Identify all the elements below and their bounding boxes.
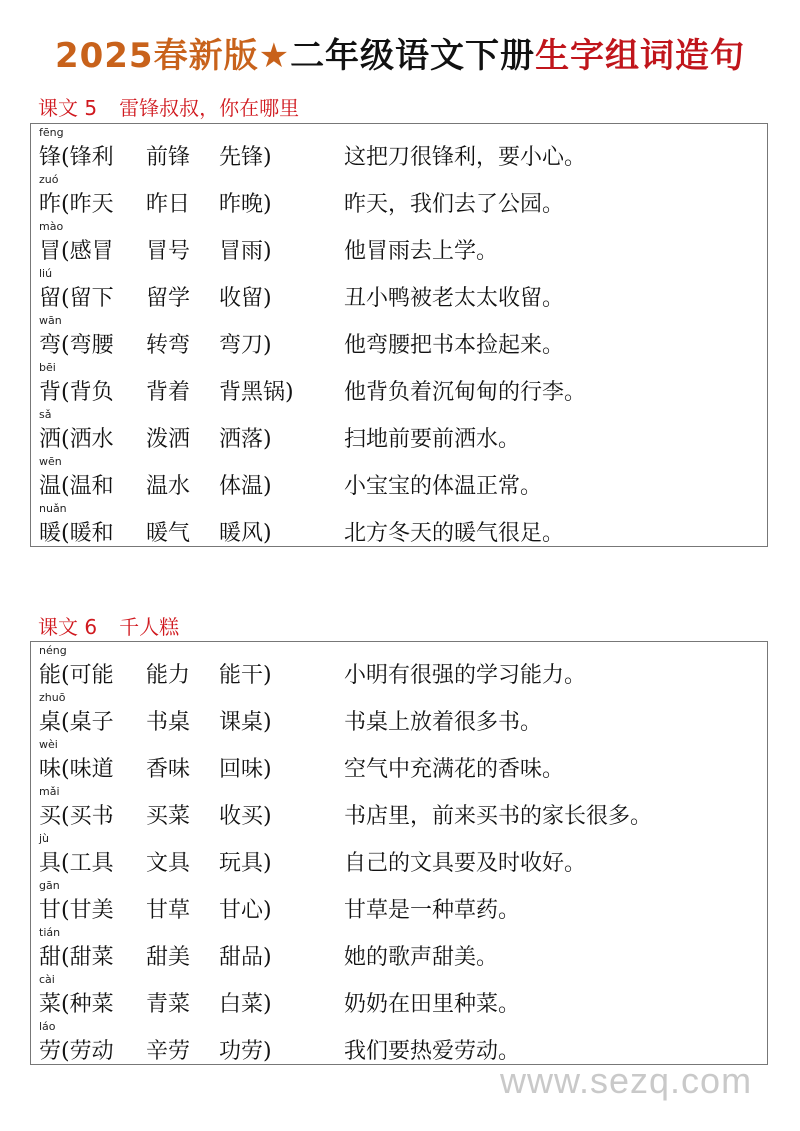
word-1: (工具 <box>61 851 114 876</box>
word-1: (洒水 <box>61 427 114 452</box>
example-sentence: 北方冬天的暖气很足。 <box>344 521 565 546</box>
vocab-entry <box>31 785 767 831</box>
word-1: (温和 <box>61 474 114 499</box>
word-1: (昨天 <box>61 192 114 217</box>
word-2: 辛劳 <box>146 1039 191 1064</box>
word-2: 前锋 <box>146 145 191 170</box>
word-2: 昨日 <box>146 192 191 217</box>
pinyin: zhuō <box>39 691 66 704</box>
pinyin: wēn <box>39 455 62 468</box>
vocab-entry <box>31 502 767 548</box>
word-3: 甘心) <box>219 898 272 923</box>
vocab-entry <box>31 926 767 972</box>
word-3: 回味) <box>219 757 272 782</box>
lesson-heading <box>38 92 299 121</box>
character: 味 <box>39 757 62 782</box>
character: 菜 <box>39 992 62 1017</box>
pinyin: mào <box>39 220 64 233</box>
character: 背 <box>39 380 62 405</box>
pinyin: gān <box>39 879 60 892</box>
example-sentence: 他背负着沉甸甸的行李。 <box>344 380 587 405</box>
lesson-name: 千人糕 <box>119 615 180 639</box>
word-3: 先锋) <box>219 145 272 170</box>
word-1: (暖和 <box>61 521 114 546</box>
word-3: 收买) <box>219 804 272 829</box>
vocab-entry <box>31 126 767 172</box>
word-1: (感冒 <box>61 239 114 264</box>
word-3: 玩具) <box>219 851 272 876</box>
example-sentence: 书店里，前来买书的家长很多。 <box>344 804 653 829</box>
word-2: 泼洒 <box>146 427 191 452</box>
example-sentence: 他冒雨去上学。 <box>344 239 499 264</box>
vocab-entry <box>31 220 767 266</box>
vocab-entry <box>31 644 767 690</box>
word-3: 能干) <box>219 663 272 688</box>
lesson-name: 雷锋叔叔，你在哪里 <box>119 96 300 120</box>
lesson-table <box>30 641 768 1065</box>
word-3: 洒落) <box>219 427 272 452</box>
word-2: 转弯 <box>146 333 191 358</box>
word-2: 文具 <box>146 851 191 876</box>
title-topic: 生字组词造句 <box>535 36 746 76</box>
vocab-entry <box>31 455 767 501</box>
pinyin: wèi <box>39 738 58 751</box>
vocab-entry <box>31 879 767 925</box>
example-sentence: 小宝宝的体温正常。 <box>344 474 543 499</box>
pinyin: néng <box>39 644 67 657</box>
example-sentence: 丑小鸭被老太太收留。 <box>344 286 565 311</box>
pinyin: tián <box>39 926 61 939</box>
word-2: 背着 <box>146 380 191 405</box>
title-edition: 春新版★ <box>153 36 291 76</box>
word-1: (甜菜 <box>61 945 114 970</box>
word-1: (留下 <box>61 286 114 311</box>
word-1: (弯腰 <box>61 333 114 358</box>
pinyin: nuǎn <box>39 502 67 515</box>
character: 能 <box>39 663 62 688</box>
word-2: 青菜 <box>146 992 191 1017</box>
word-3: 甜品) <box>219 945 272 970</box>
word-1: (锋利 <box>61 145 114 170</box>
word-3: 白菜) <box>219 992 272 1017</box>
pinyin: liú <box>39 267 53 280</box>
word-2: 甜美 <box>146 945 191 970</box>
vocab-entry <box>31 973 767 1019</box>
lesson-label: 课文 5 <box>38 96 98 120</box>
character: 桌 <box>39 710 62 735</box>
vocab-entry <box>31 267 767 313</box>
word-1: (可能 <box>61 663 114 688</box>
word-3: 体温) <box>219 474 272 499</box>
character: 暖 <box>39 521 62 546</box>
word-2: 香味 <box>146 757 191 782</box>
word-3: 暖风) <box>219 521 272 546</box>
example-sentence: 昨天，我们去了公园。 <box>344 192 565 217</box>
example-sentence: 奶奶在田里种菜。 <box>344 992 521 1017</box>
word-2: 甘草 <box>146 898 191 923</box>
character: 温 <box>39 474 62 499</box>
word-3: 课桌) <box>219 710 272 735</box>
word-3: 收留) <box>219 286 272 311</box>
word-1: (劳动 <box>61 1039 114 1064</box>
vocab-entry <box>31 361 767 407</box>
character: 弯 <box>39 333 62 358</box>
example-sentence: 我们要热爱劳动。 <box>344 1039 521 1064</box>
example-sentence: 她的歌声甜美。 <box>344 945 499 970</box>
word-3: 功劳) <box>219 1039 272 1064</box>
word-3: 弯刀) <box>219 333 272 358</box>
pinyin: zuó <box>39 173 59 186</box>
watermark: www.sezq.com <box>500 1060 753 1101</box>
example-sentence: 书桌上放着很多书。 <box>344 710 543 735</box>
word-1: (味道 <box>61 757 114 782</box>
character: 昨 <box>39 192 62 217</box>
word-2: 温水 <box>146 474 191 499</box>
example-sentence: 空气中充满花的香味。 <box>344 757 565 782</box>
character: 买 <box>39 804 62 829</box>
character: 劳 <box>39 1039 62 1064</box>
word-2: 能力 <box>146 663 191 688</box>
word-3: 昨晚) <box>219 192 272 217</box>
example-sentence: 自己的文具要及时收好。 <box>344 851 587 876</box>
vocab-entry <box>31 173 767 219</box>
pinyin: fēng <box>39 126 64 139</box>
vocab-entry <box>31 408 767 454</box>
character: 甘 <box>39 898 62 923</box>
word-1: (种菜 <box>61 992 114 1017</box>
word-2: 买菜 <box>146 804 191 829</box>
example-sentence: 甘草是一种草药。 <box>344 898 521 923</box>
character: 留 <box>39 286 62 311</box>
vocab-entry <box>31 832 767 878</box>
character: 锋 <box>39 145 62 170</box>
word-2: 留学 <box>146 286 191 311</box>
pinyin: sǎ <box>39 408 52 421</box>
pinyin: mǎi <box>39 785 60 798</box>
lesson-label: 课文 6 <box>38 615 98 639</box>
example-sentence: 小明有很强的学习能力。 <box>344 663 587 688</box>
example-sentence: 他弯腰把书本捡起来。 <box>344 333 565 358</box>
character: 洒 <box>39 427 62 452</box>
vocab-entry <box>31 691 767 737</box>
word-1: (背负 <box>61 380 114 405</box>
pinyin: láo <box>39 1020 56 1033</box>
character: 具 <box>39 851 62 876</box>
character: 冒 <box>39 239 62 264</box>
word-2: 书桌 <box>146 710 191 735</box>
example-sentence: 扫地前要前洒水。 <box>344 427 521 452</box>
pinyin: jù <box>39 832 50 845</box>
word-2: 冒号 <box>146 239 191 264</box>
title-grade: 二年级语文下册 <box>290 36 536 76</box>
lesson-table <box>30 123 768 547</box>
example-sentence: 这把刀很锋利，要小心。 <box>344 145 587 170</box>
page-title <box>0 28 800 77</box>
vocab-entry <box>31 738 767 784</box>
lesson-heading <box>38 611 179 640</box>
pinyin: bēi <box>39 361 56 374</box>
word-2: 暖气 <box>146 521 191 546</box>
word-3: 冒雨) <box>219 239 272 264</box>
word-3: 背黑锅) <box>219 380 294 405</box>
character: 甜 <box>39 945 62 970</box>
word-1: (甘美 <box>61 898 114 923</box>
word-1: (桌子 <box>61 710 114 735</box>
word-1: (买书 <box>61 804 114 829</box>
vocab-entry <box>31 314 767 360</box>
title-year: 2025 <box>54 36 154 76</box>
pinyin: cài <box>39 973 55 986</box>
pinyin: wān <box>39 314 62 327</box>
